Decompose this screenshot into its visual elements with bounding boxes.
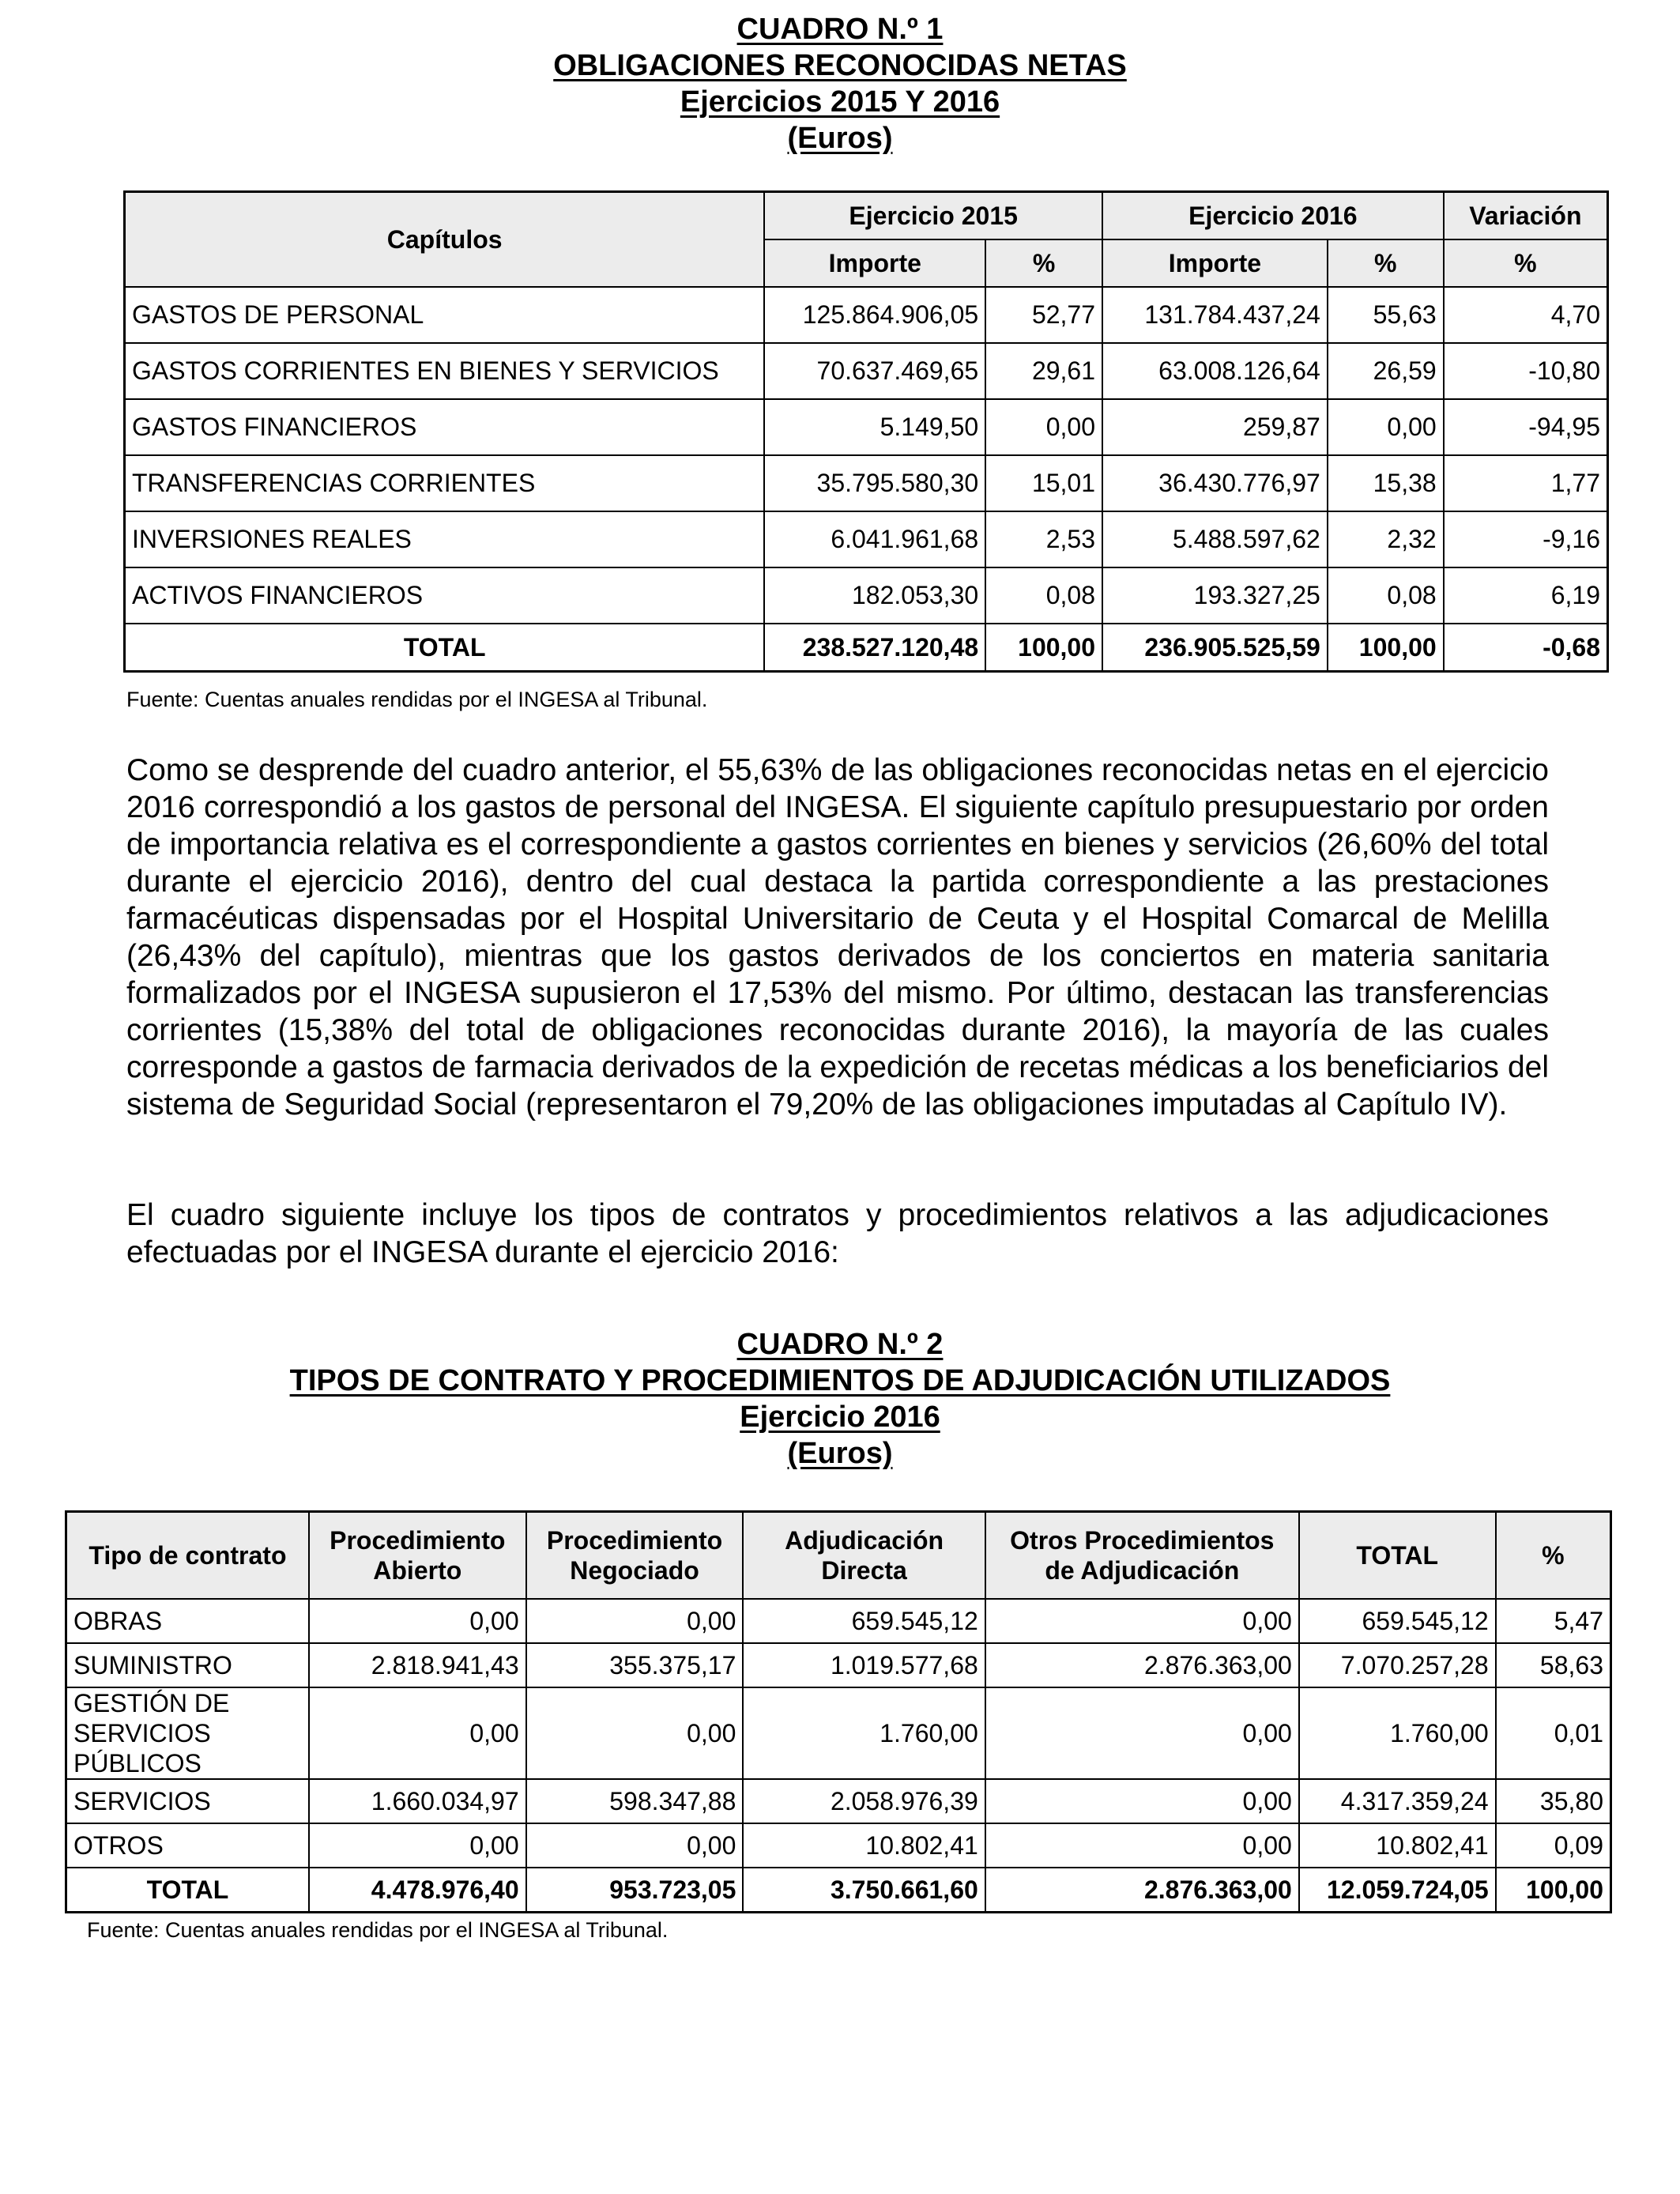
abierto: 0,00 xyxy=(309,1687,526,1779)
cuadro2-title: TIPOS DE CONTRATO Y PROCEDIMIENTOS DE ADJUDICACIÓN UTILIZADOS xyxy=(289,1364,1391,1397)
abierto: 2.818.941,43 xyxy=(309,1643,526,1687)
pct-2015: 2,53 xyxy=(985,511,1102,567)
pct-2016: 0,08 xyxy=(1328,567,1444,624)
total-pct-2016: 100,00 xyxy=(1328,624,1444,672)
header-otros-procedimientos: Otros Procedimientos de Adjudicación xyxy=(985,1512,1299,1600)
importe-2015: 6.041.961,68 xyxy=(764,511,985,567)
pct: 58,63 xyxy=(1496,1643,1611,1687)
header-procedimiento-negociado: Procedimiento Negociado xyxy=(526,1512,744,1600)
cuadro1-source: Fuente: Cuentas anuales rendidas por el INGESA al Tribunal. xyxy=(126,688,708,711)
total-negociado: 953.723,05 xyxy=(526,1868,744,1913)
total-importe-2015: 238.527.120,48 xyxy=(764,624,985,672)
pct-2015: 0,08 xyxy=(985,567,1102,624)
cuadro1-units: (Euros) xyxy=(787,122,893,155)
otros: 0,00 xyxy=(985,1823,1299,1868)
cuadro2-heading xyxy=(0,1326,1680,1472)
total: 1.760,00 xyxy=(1299,1687,1496,1779)
pct-2016: 2,32 xyxy=(1328,511,1444,567)
pct: 0,01 xyxy=(1496,1687,1611,1779)
variacion: 1,77 xyxy=(1444,455,1608,511)
cuadro2-year: Ejercicio 2016 xyxy=(740,1400,940,1434)
row-label: TRANSFERENCIAS CORRIENTES xyxy=(125,455,765,511)
cuadro2-table xyxy=(65,1510,1612,1913)
header-tipo-contrato: Tipo de contrato xyxy=(66,1512,309,1600)
pct-2015: 29,61 xyxy=(985,343,1102,399)
table-row xyxy=(66,1599,1611,1643)
abierto: 0,00 xyxy=(309,1599,526,1643)
total-directa: 3.750.661,60 xyxy=(743,1868,985,1913)
total-variacion: -0,68 xyxy=(1444,624,1608,672)
cuadro1-number: CUADRO N.º 1 xyxy=(736,13,944,46)
row-label: GASTOS CORRIENTES EN BIENES Y SERVICIOS xyxy=(125,343,765,399)
cuadro1-heading xyxy=(0,11,1680,156)
paragraph-analysis: Como se desprende del cuadro anterior, el 55,63% de las obligaciones reconocidas netas en el ejercicio 2016 correspondió a los gastos de personal del INGESA. El siguiente capítulo presupuestario por orden de importancia relativa es el correspondiente a gastos corrientes en bienes y servicios (26,60% del total durante el ejercicio 2016), dentro del cual destaca la partida correspondiente a las prestaciones farmacéuticas dispensadas por el Hospital Universitario de Ceuta y el Hospital Comarcal de Melilla (26,43% del capítulo), mientras que los gastos derivados de los conciertos en materia sanitaria formalizados por el INGESA supusieron el 17,53% del mismo. Por último, destacan las transferencias corrientes (15,38% del total de obligaciones reconocidas durante 2016), la mayoría de las cuales corresponde a gastos de farmacia derivados de la expedición de recetas médicas a los beneficiarios del sistema de Seguridad Social (representaron el 79,20% de las obligaciones imputadas al Capítulo IV). xyxy=(126,753,1549,1122)
header-variacion: Variación xyxy=(1444,192,1608,240)
table-row xyxy=(66,1687,1611,1779)
total-pct-2015: 100,00 xyxy=(985,624,1102,672)
row-label: SERVICIOS xyxy=(66,1779,309,1823)
row-label: OBRAS xyxy=(66,1599,309,1643)
importe-2015: 125.864.906,05 xyxy=(764,287,985,343)
total-importe-2016: 236.905.525,59 xyxy=(1102,624,1328,672)
table-row xyxy=(66,1823,1611,1868)
total: 10.802,41 xyxy=(1299,1823,1496,1868)
total-abierto: 4.478.976,40 xyxy=(309,1868,526,1913)
total-row xyxy=(66,1868,1611,1913)
row-label: ACTIVOS FINANCIEROS xyxy=(125,567,765,624)
total: 659.545,12 xyxy=(1299,1599,1496,1643)
pct-2016: 15,38 xyxy=(1328,455,1444,511)
table-row xyxy=(66,1779,1611,1823)
pct-2016: 55,63 xyxy=(1328,287,1444,343)
pct-2016: 26,59 xyxy=(1328,343,1444,399)
paragraph-intro-cuadro2: El cuadro siguiente incluye los tipos de contratos y procedimientos relativos a las adjudicaciones efectuadas por el INGESA durante el ejercicio 2016: xyxy=(126,1198,1549,1269)
pct: 35,80 xyxy=(1496,1779,1611,1823)
row-label: GASTOS FINANCIEROS xyxy=(125,399,765,455)
header-importe-2015: Importe xyxy=(764,239,985,287)
importe-2015: 5.149,50 xyxy=(764,399,985,455)
directa: 1.019.577,68 xyxy=(743,1643,985,1687)
table-row xyxy=(125,343,1608,399)
row-label: OTROS xyxy=(66,1823,309,1868)
variacion: -10,80 xyxy=(1444,343,1608,399)
total-pct: 100,00 xyxy=(1496,1868,1611,1913)
pct-2015: 52,77 xyxy=(985,287,1102,343)
total-label: TOTAL xyxy=(66,1868,309,1913)
header-pct-variacion: % xyxy=(1444,239,1608,287)
variacion: 4,70 xyxy=(1444,287,1608,343)
importe-2015: 182.053,30 xyxy=(764,567,985,624)
total-otros: 2.876.363,00 xyxy=(985,1868,1299,1913)
directa: 10.802,41 xyxy=(743,1823,985,1868)
otros: 0,00 xyxy=(985,1599,1299,1643)
row-label: INVERSIONES REALES xyxy=(125,511,765,567)
importe-2015: 70.637.469,65 xyxy=(764,343,985,399)
abierto: 1.660.034,97 xyxy=(309,1779,526,1823)
cuadro1-title: OBLIGACIONES RECONOCIDAS NETAS xyxy=(553,49,1127,82)
cuadro2-source: Fuente: Cuentas anuales rendidas por el INGESA al Tribunal. xyxy=(87,1918,669,1942)
table-row xyxy=(125,287,1608,343)
importe-2016: 193.327,25 xyxy=(1102,567,1328,624)
table-row xyxy=(125,455,1608,511)
cuadro2-units: (Euros) xyxy=(787,1437,893,1470)
cuadro1-table xyxy=(123,190,1609,673)
abierto: 0,00 xyxy=(309,1823,526,1868)
importe-2016: 63.008.126,64 xyxy=(1102,343,1328,399)
pct: 0,09 xyxy=(1496,1823,1611,1868)
table-row xyxy=(125,399,1608,455)
total-total: 12.059.724,05 xyxy=(1299,1868,1496,1913)
header-importe-2016: Importe xyxy=(1102,239,1328,287)
table-row xyxy=(125,567,1608,624)
importe-2015: 35.795.580,30 xyxy=(764,455,985,511)
total: 7.070.257,28 xyxy=(1299,1643,1496,1687)
importe-2016: 259,87 xyxy=(1102,399,1328,455)
header-ejercicio-2016: Ejercicio 2016 xyxy=(1102,192,1444,240)
header-adjudicacion-directa: Adjudicación Directa xyxy=(743,1512,985,1600)
header-pct: % xyxy=(1496,1512,1611,1600)
otros: 2.876.363,00 xyxy=(985,1643,1299,1687)
row-label: GESTIÓN DE SERVICIOS PÚBLICOS xyxy=(66,1687,309,1779)
directa: 2.058.976,39 xyxy=(743,1779,985,1823)
negociado: 0,00 xyxy=(526,1687,744,1779)
cuadro1-years: Ejercicios 2015 Y 2016 xyxy=(680,85,1000,119)
total: 4.317.359,24 xyxy=(1299,1779,1496,1823)
header-ejercicio-2015: Ejercicio 2015 xyxy=(764,192,1102,240)
variacion: 6,19 xyxy=(1444,567,1608,624)
row-label: GASTOS DE PERSONAL xyxy=(125,287,765,343)
importe-2016: 5.488.597,62 xyxy=(1102,511,1328,567)
otros: 0,00 xyxy=(985,1779,1299,1823)
row-label: SUMINISTRO xyxy=(66,1643,309,1687)
directa: 659.545,12 xyxy=(743,1599,985,1643)
negociado: 0,00 xyxy=(526,1823,744,1868)
variacion: -94,95 xyxy=(1444,399,1608,455)
importe-2016: 36.430.776,97 xyxy=(1102,455,1328,511)
pct-2015: 15,01 xyxy=(985,455,1102,511)
header-pct-2016: % xyxy=(1328,239,1444,287)
header-pct-2015: % xyxy=(985,239,1102,287)
otros: 0,00 xyxy=(985,1687,1299,1779)
table-row xyxy=(125,511,1608,567)
pct: 5,47 xyxy=(1496,1599,1611,1643)
variacion: -9,16 xyxy=(1444,511,1608,567)
header-total: TOTAL xyxy=(1299,1512,1496,1600)
negociado: 0,00 xyxy=(526,1599,744,1643)
table-row xyxy=(66,1643,1611,1687)
importe-2016: 131.784.437,24 xyxy=(1102,287,1328,343)
header-capitulos: Capítulos xyxy=(125,192,765,288)
pct-2015: 0,00 xyxy=(985,399,1102,455)
pct-2016: 0,00 xyxy=(1328,399,1444,455)
negociado: 598.347,88 xyxy=(526,1779,744,1823)
directa: 1.760,00 xyxy=(743,1687,985,1779)
total-row xyxy=(125,624,1608,672)
header-procedimiento-abierto: Procedimiento Abierto xyxy=(309,1512,526,1600)
total-label: TOTAL xyxy=(125,624,765,672)
cuadro2-number: CUADRO N.º 2 xyxy=(736,1328,944,1361)
negociado: 355.375,17 xyxy=(526,1643,744,1687)
